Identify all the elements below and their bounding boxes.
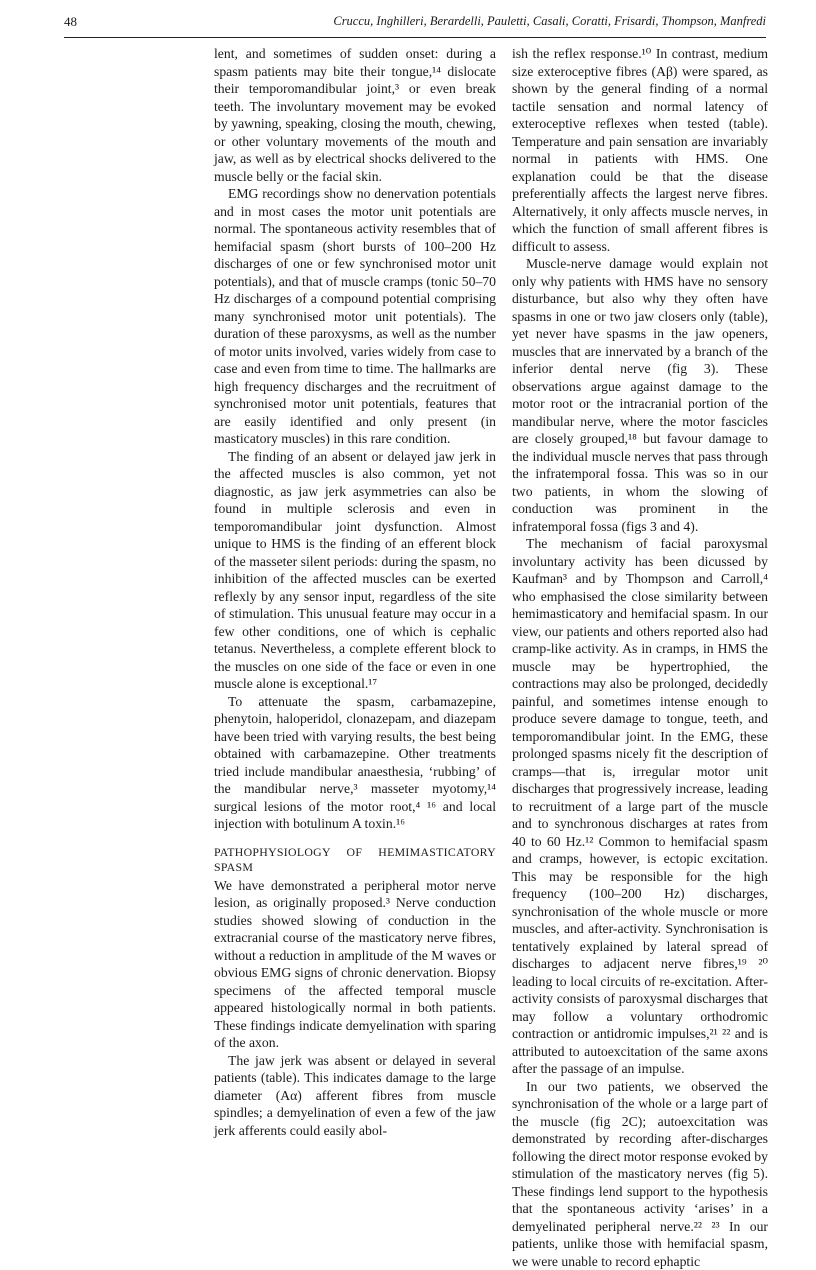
paragraph: lent, and sometimes of sudden onset: during a spasm patients may bite their tongue,¹⁴ dislocate their temporomandibular joint,³ or even break teeth. The involuntary movement may be evoked by yawning, speaking, closing the mouth, chewing, or other voluntary movements of the mouth and jaw, as well as by electrical shocks delivered to the muscle belly or the facial skin. (214, 45, 496, 185)
paragraph: The finding of an absent or delayed jaw jerk in the affected muscles is also common, yet not diagnostic, as jaw jerk asymmetries can also be found in multiple sclerosis and even in temporomandibular joint dysfunction. Almost unique to HMS is the finding of an efferent block of the masseter silent periods: during the spasm, no inhibition of the affected muscles can be exerted reflexly by any sensor input, regardless of the site of stimulation. This unusual feature may occur in a few other conditions, one of which is cephalic tetanus. Nevertheless, a complete efferent block to the muscles on one side of the face or even in one muscle alone is exceptional.¹⁷ (214, 448, 496, 693)
paragraph: To attenuate the spasm, carbamazepine, phenytoin, haloperidol, clonazepam, and diazepam have been tried with varying results, the best being obtained with carbamazepine. Other treatments tried include mandibular anaesthesia, ‘rubbing’ of the mandibular nerve,³ masseter myotomy,¹⁴ surgical lesions of the motor root,⁴ ¹⁶ and local injection with botulinum A toxin.¹⁶ (214, 693, 496, 833)
paragraph: We have demonstrated a peripheral motor nerve lesion, as originally proposed.³ Nerve conduction studies showed slowing of conduction in the extracranial course of the masticatory nerve fibres, without a reduction in amplitude of the M waves or obvious EMG signs of chronic denervation. Biopsy specimens of the affected temporal muscle appeared histologically normal in both patients. These findings indicate demyelination with sparing of the axon. (214, 877, 496, 1052)
paragraph: ish the reflex response.¹⁰ In contrast, medium size exteroceptive fibres (Aβ) were spared, as shown by the general finding of a normal tactile sensation and normal latency of exteroceptive reflexes when tested (table). Temperature and pain sensation are invariably normal in patients with HMS. One explanation could be that the disease preferentially affects the largest nerve fibres. Alternatively, it only affects muscle nerves, in which the function of small afferent fibres is difficult to assess. (512, 45, 768, 255)
paragraph: EMG recordings show no denervation potentials and in most cases the motor unit potentials are normal. The spontaneous activity resembles that of hemifacial spasm (short bursts of 100–200 Hz discharges of one or few synchronised motor unit potentials), and that of muscle cramps (tonic 50–70 Hz discharges of a compound potential comprising many synchronised motor unit potentials). The duration of these paroxysms, as well as the number of motor units involved, varies widely from case to case and even from time to time. The hallmarks are high frequency discharges and the recruitment of synchronised motor unit potentials, features that are easily identified and only present (in masticatory muscles) in this rare condition. (214, 185, 496, 448)
section-heading: PATHOPHYSIOLOGY OF HEMIMASTICATORY SPASM (214, 845, 496, 875)
running-header-authors: Cruccu, Inghilleri, Berardelli, Pauletti, Casali, Coratti, Frisardi, Thompson, Manfredi (333, 14, 766, 29)
paragraph: The mechanism of facial paroxysmal involuntary activity has been dicussed by Kaufman³ and by Thompson and Carroll,⁴ who emphasised the close similarity between hemimasticatory and hemifacial spasm. In our view, our patients and others reported also had cramp-like activity. As in cramps, in HMS the muscle may be hypertrophied, the contractions may also be prolonged, decidedly painful, and sometimes intense enough to produce severe damage to tongue, teeth, and temporomandibular joint. In the EMG, these prolonged spasms nicely fit the description of cramps—that is, irregular motor unit discharges that progressively increase, leading to recruitment of a large part of the muscle and to synchronous discharges at rates from 40 to 60 Hz.¹² Common to hemifacial spasm and cramps, however, is ectopic excitation. This may be responsible for the high frequency (100–200 Hz) discharges, synchronisation of the whole muscle or more muscles, and after-activity. Synchronisation is tentatively explained by lateral spread of discharges to adjacent nerve fibres,¹⁹ ²⁰ leading to local circuits of re-excitation. After-activity consists of paroxysmal discharges that may follow a voluntary orthodromic contraction or antidromic impulses,²¹ ²² and is attributed to autoexcitation of the same axons after the passage of an impulse. (512, 535, 768, 1078)
right-column (512, 45, 768, 1270)
paragraph: Muscle-nerve damage would explain not only why patients with HMS have no sensory disturbance, but also why they often have spasms in one or two jaw closers only (table), yet never have spasms in the jaw openers, muscles that are innervated by a branch of the inferior dental nerve (fig 3). These observations argue against damage to the motor root or the intracranial portion of the mandibular nerve, where the motor fascicles are closely grouped,¹⁸ but favour damage to the individual muscle nerves that pass through the infratemporal fossa. This was so in our two patients, in whom the slowing of conduction was prominent in the infratemporal fossa (figs 3 and 4). (512, 255, 768, 535)
paragraph: In our two patients, we observed the synchronisation of the whole or a large part of the muscle (fig 2C); autoexcitation was demonstrated by recording after-discharges following the direct motor response evoked by stimulation of the masticatory nerves (fig 5). These findings lend support to the hypothesis that the spontaneous activity ‘arises’ in a demyelinated peripheral nerve.²² ²³ In our patients, unlike those with hemifacial spasm, we were unable to record ephaptic (512, 1078, 768, 1270)
header-rule (64, 37, 766, 38)
page-number: 48 (64, 14, 77, 30)
paragraph: The jaw jerk was absent or delayed in several patients (table). This indicates damage to the large diameter (Aα) afferent fibres from muscle spindles; a demyelination of even a few of the jaw jerk afferents could easily abol- (214, 1052, 496, 1140)
left-column (214, 45, 496, 1139)
